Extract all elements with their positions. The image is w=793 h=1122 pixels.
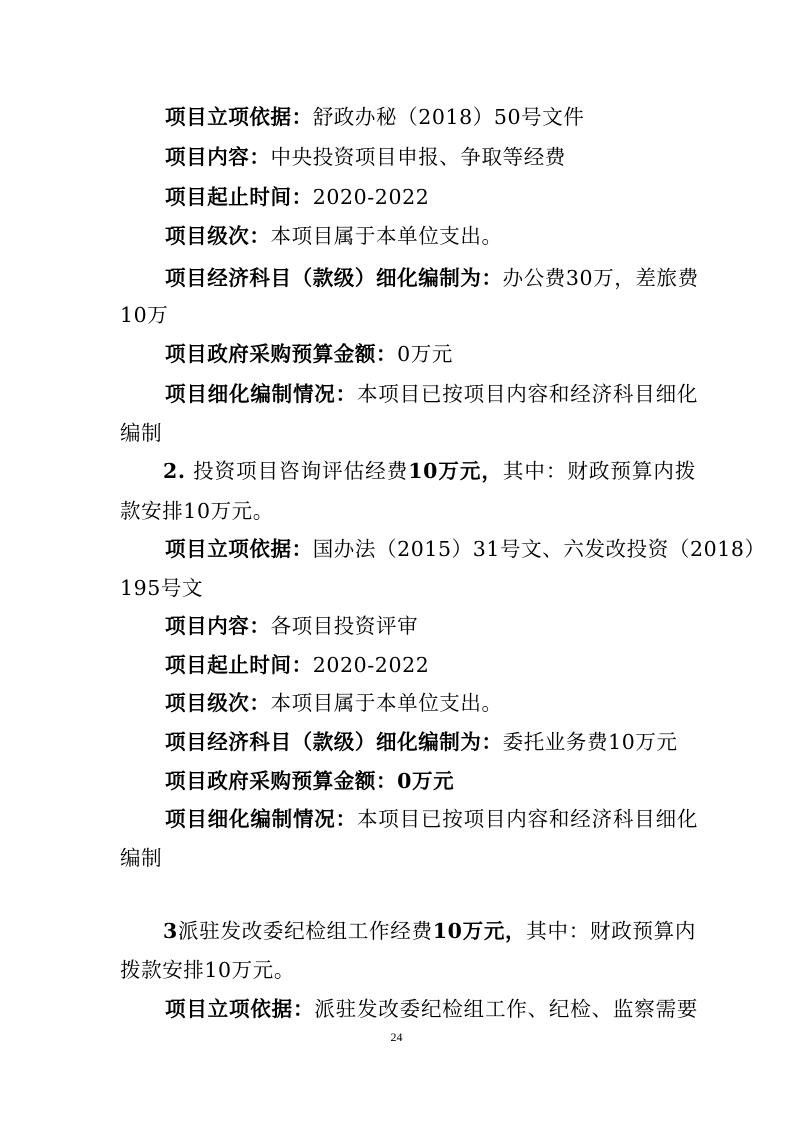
section-title: 投资项目咨询评估经费: [193, 459, 409, 483]
value: 本项目已按项目内容和经济科目细化: [356, 807, 698, 831]
value: 本项目属于本单位支出。: [270, 691, 503, 715]
project-detail-line-1: [165, 380, 698, 408]
project-level-line-2: [165, 689, 503, 717]
value: 0万元: [397, 769, 455, 793]
project-econ-subject-line-2: [165, 728, 678, 756]
page-number: 24: [390, 1030, 403, 1044]
label: 项目起止时间：: [165, 185, 313, 209]
value: 各项目投资评审: [270, 614, 419, 638]
project-econ-subject-line-1: [165, 264, 698, 292]
value: 拨款安排10万元。: [120, 958, 295, 982]
continuation-line: [120, 956, 295, 984]
project-level-line-1: [165, 222, 503, 250]
project-content-line-1: [165, 143, 566, 171]
project-basis-line-2: [165, 535, 766, 563]
value: 款安排10万元。: [120, 499, 274, 523]
value: 195号文: [120, 576, 204, 600]
label: 项目立项依据：: [165, 105, 313, 129]
project-period-line-2: [165, 651, 429, 679]
project-detail-line-2: [165, 805, 698, 833]
label: 项目政府采购预算金额：: [165, 769, 398, 793]
section-2-heading: [163, 457, 696, 485]
label: 项目经济科目（款级）细化编制为：: [165, 266, 503, 290]
label: 项目立项依据：: [165, 537, 313, 561]
label: 项目细化编制情况：: [165, 382, 357, 406]
value: 2020-2022: [312, 653, 430, 677]
value: 舒政办秘（2018）50号文件: [312, 105, 585, 129]
label: 项目立项依据：: [165, 997, 315, 1021]
label: 项目起止时间：: [165, 653, 313, 677]
section-amount: 10万元，: [408, 459, 503, 483]
value: 0万元: [397, 342, 453, 366]
continuation-line: [120, 574, 203, 602]
value: 编制: [120, 421, 163, 445]
section-amount: 10万元，: [432, 919, 527, 943]
label: 项目细化编制情况：: [165, 807, 357, 831]
value: 派驻发改委纪检组工作、纪检、监察需要: [314, 997, 698, 1021]
value: 办公费30万，差旅费: [502, 266, 699, 290]
value: 委托业务费10万元: [502, 730, 678, 754]
value: 编制: [120, 846, 163, 870]
label: 项目经济科目（款级）细化编制为：: [165, 730, 503, 754]
project-procurement-line-1: [165, 340, 453, 368]
continuation-line: [120, 497, 274, 525]
continuation-line: [120, 301, 168, 329]
project-basis-line-3: [165, 995, 698, 1023]
value: 本项目已按项目内容和经济科目细化: [356, 382, 698, 406]
value: 10万: [120, 303, 169, 327]
project-procurement-line-2: [165, 767, 454, 795]
value: 中央投资项目申报、争取等经费: [270, 145, 566, 169]
label: 项目内容：: [165, 145, 271, 169]
project-period-line-1: [165, 183, 429, 211]
continuation-line: [120, 844, 162, 872]
section-number: 3: [163, 919, 178, 943]
label: 项目政府采购预算金额：: [165, 342, 398, 366]
label: 项目级次：: [165, 691, 271, 715]
section-funding: 其中：财政预算内: [526, 919, 696, 943]
project-content-line-2: [165, 612, 418, 640]
label: 项目级次：: [165, 224, 271, 248]
continuation-line: [120, 419, 162, 447]
project-basis-line-1: [165, 103, 584, 131]
value: 本项目属于本单位支出。: [270, 224, 503, 248]
section-funding: 其中：财政预算内拨: [502, 459, 697, 483]
section-number: 2.: [163, 459, 186, 483]
section-3-heading: [163, 917, 696, 945]
value: 国办法（2015）31号文、六发改投资（2018）: [312, 537, 766, 561]
value: 2020-2022: [312, 185, 430, 209]
label: 项目内容：: [165, 614, 271, 638]
section-title: 派驻发改委纪检组工作经费: [177, 919, 433, 943]
